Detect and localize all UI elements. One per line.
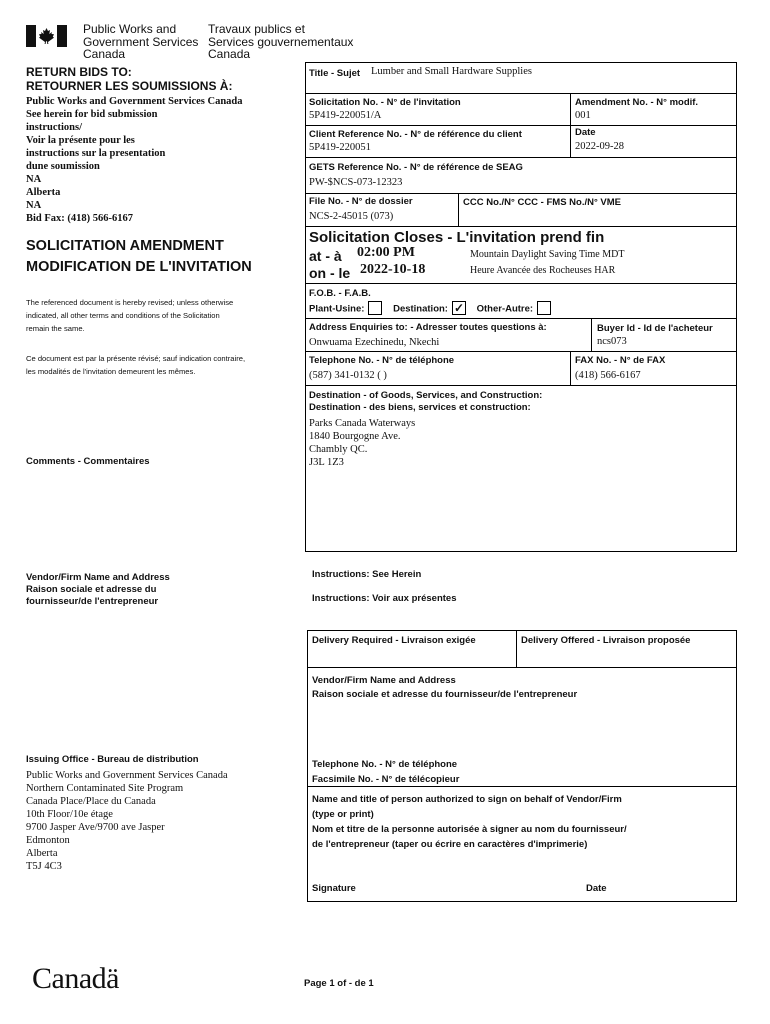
destination-goods-label-fr: Destination - des biens, services et construction: bbox=[309, 402, 531, 413]
return-bids-line: NA bbox=[26, 200, 42, 211]
vendor-telephone-label: Telephone No. - N° de téléphone bbox=[312, 759, 458, 770]
destination-label: Destination: bbox=[393, 303, 448, 315]
destination-line: J3L 1Z3 bbox=[309, 457, 344, 468]
timezone-fr: Heure Avancée des Rocheuses HAR bbox=[470, 265, 616, 276]
destination-goods-value bbox=[309, 417, 415, 469]
fax-value: (418) 566-6167 bbox=[575, 370, 641, 381]
title-label: Title - Sujet bbox=[309, 68, 361, 79]
note-line: The referenced document is hereby revised; unless otherwise bbox=[26, 298, 234, 307]
fob-label: F.O.B. - F.A.B. bbox=[309, 288, 371, 299]
vendor-label-line: fournisseur/de l'entrepreneur bbox=[26, 596, 159, 607]
gets-reference-label: GETS Reference No. - N° de référence de SEAG bbox=[309, 162, 523, 173]
return-bids-title-fr: RETOURNER LES SOUMISSIONS À: bbox=[26, 79, 233, 93]
issuing-line: Public Works and Government Services Canada bbox=[26, 770, 228, 781]
amendment-no-value: 001 bbox=[575, 110, 591, 121]
return-bids-line: instructions sur la presentation bbox=[26, 148, 166, 159]
telephone-value: (587) 341-0132 ( ) bbox=[309, 370, 387, 381]
date-label: Date bbox=[575, 127, 596, 138]
fob-options bbox=[309, 302, 559, 316]
at-label: at - à bbox=[309, 248, 342, 264]
timezone-en: Mountain Daylight Saving Time MDT bbox=[470, 249, 625, 260]
destination-goods-label-en: Destination - of Goods, Services, and Construction: bbox=[309, 390, 543, 401]
dept-en-line: Public Works and bbox=[83, 22, 177, 36]
delivery-required-label: Delivery Required - Livraison exigée bbox=[312, 635, 476, 646]
dept-en-line: Government Services bbox=[83, 34, 199, 49]
issuing-line: Northern Contaminated Site Program bbox=[26, 783, 184, 794]
page-number: Page 1 of - de 1 bbox=[304, 978, 374, 989]
authorized-line: de l'entrepreneur (taper ou écrire en caractères d'imprimerie) bbox=[312, 839, 588, 850]
note-line: remain the same. bbox=[26, 324, 85, 333]
issuing-line: T5J 4C3 bbox=[26, 861, 62, 872]
date-value: 2022-09-28 bbox=[575, 141, 624, 152]
vendor-label-line: Vendor/Firm Name and Address bbox=[26, 572, 170, 583]
client-reference-label: Client Reference No. - N° de référence du client bbox=[309, 129, 522, 140]
signature-label: Signature bbox=[312, 883, 356, 894]
return-bids-line: Alberta bbox=[26, 187, 61, 198]
comments-label: Comments - Commentaires bbox=[26, 456, 150, 467]
other-label: Other-Autre: bbox=[476, 303, 534, 315]
issuing-office-label: Issuing Office - Bureau de distribution bbox=[26, 754, 199, 765]
return-bids-line: See herein for bid submission bbox=[26, 109, 158, 120]
authorized-person-label bbox=[312, 792, 627, 852]
return-bids-title-en: RETURN BIDS TO: bbox=[26, 65, 132, 79]
vendor-label-line: Raison sociale et adresse du bbox=[26, 584, 157, 595]
canada-wordmark: Canadä bbox=[32, 962, 119, 995]
destination-line: Chambly QC. bbox=[309, 444, 368, 455]
amendment-title bbox=[26, 236, 252, 278]
amendment-title-fr: MODIFICATION DE L'INVITATION bbox=[26, 259, 252, 275]
vendor-firm-label bbox=[26, 572, 170, 608]
vendor-facsimile-label: Facsimile No. - N° de télécopieur bbox=[312, 774, 460, 785]
gets-reference-value: PW-$NCS-073-12323 bbox=[309, 177, 403, 188]
address-enquiries-value: Onwuama Ezechinedu, Nkechi bbox=[309, 337, 440, 348]
note-line: Ce document est par la présente révisé; sauf indication contraire, bbox=[26, 354, 246, 363]
destination-line: Parks Canada Waterways bbox=[309, 418, 416, 429]
other-checkbox[interactable] bbox=[537, 301, 551, 315]
fax-label: FAX No. - N° de FAX bbox=[575, 355, 666, 366]
closing-date-value: 2022-10-18 bbox=[360, 262, 426, 277]
return-bids-line: instructions/ bbox=[26, 122, 83, 133]
solicitation-no-value: 5P419-220051/A bbox=[309, 110, 382, 121]
department-name-fr bbox=[208, 23, 353, 61]
return-bids-address bbox=[26, 95, 243, 225]
address-enquiries-label: Address Enquiries to: - Adresser toutes questions à: bbox=[309, 322, 547, 333]
issuing-line: Canada Place/Place du Canada bbox=[26, 796, 156, 807]
issuing-line: Alberta bbox=[26, 848, 58, 859]
amendment-title-en: SOLICITATION AMENDMENT bbox=[26, 238, 224, 254]
return-bids-line: NA bbox=[26, 174, 42, 185]
issuing-line: 10th Floor/10e étage bbox=[26, 809, 113, 820]
destination-checkbox[interactable]: ✓ bbox=[453, 301, 464, 315]
canada-flag-icon bbox=[26, 25, 67, 47]
issuing-line: Edmonton bbox=[26, 835, 70, 846]
buyer-id-label: Buyer Id - Id de l'acheteur bbox=[597, 323, 713, 334]
dept-fr-line: Services gouvernementaux bbox=[208, 34, 354, 49]
plant-checkbox[interactable] bbox=[368, 301, 382, 315]
instructions-en: Instructions: See Herein bbox=[312, 569, 422, 580]
plant-label: Plant-Usine: bbox=[309, 303, 365, 315]
note-line: indicated, all other terms and conditions of the Solicitation bbox=[26, 311, 220, 320]
note-line: les modalités de l'invitation demeurent les mêmes. bbox=[26, 367, 196, 376]
ccc-no-label: CCC No./N° CCC - FMS No./N° VME bbox=[463, 197, 622, 208]
buyer-id-value: ncs073 bbox=[597, 336, 627, 347]
department-name-en bbox=[83, 23, 198, 61]
closing-time-value: 02:00 PM bbox=[357, 245, 415, 260]
delivery-offered-label: Delivery Offered - Livraison proposée bbox=[521, 635, 691, 646]
solicitation-closes-title: Solicitation Closes - L'invitation prend fin bbox=[309, 229, 605, 246]
return-bids-line: Public Works and Government Services Canada bbox=[26, 96, 243, 107]
destination-line: 1840 Bourgogne Ave. bbox=[309, 431, 401, 442]
dept-en-line: Canada bbox=[83, 47, 126, 61]
authorized-line: Name and title of person authorized to sign on behalf of Vendor/Firm bbox=[312, 794, 622, 805]
authorized-line: Nom et titre de la personne autorisée à signer au nom du fournisseur/ bbox=[312, 824, 627, 835]
destination-goods-label bbox=[309, 390, 542, 414]
signature-date-label: Date bbox=[586, 883, 607, 894]
vendor-address-label-en: Vendor/Firm Name and Address bbox=[312, 675, 456, 686]
issuing-office-address bbox=[26, 769, 228, 873]
vendor-address-label-fr: Raison sociale et adresse du fournisseur/de l'entrepreneur bbox=[312, 689, 578, 700]
amendment-note-fr bbox=[26, 352, 245, 378]
file-no-value: NCS-2-45015 (073) bbox=[309, 211, 394, 222]
client-reference-value: 5P419-220051 bbox=[309, 142, 371, 153]
file-no-label: File No. - N° de dossier bbox=[309, 196, 413, 207]
return-bids-line: Bid Fax: (418) 566-6167 bbox=[26, 213, 134, 224]
vendor-firm-address-label bbox=[312, 674, 577, 702]
solicitation-no-label: Solicitation No. - N° de l'invitation bbox=[309, 97, 461, 108]
return-bids-title bbox=[26, 65, 232, 93]
title-value: Lumber and Small Hardware Supplies bbox=[371, 66, 532, 77]
amendment-note-en bbox=[26, 296, 233, 335]
instructions-fr: Instructions: Voir aux présentes bbox=[312, 593, 457, 604]
issuing-line: 9700 Jasper Ave/9700 ave Jasper bbox=[26, 822, 165, 833]
authorized-line: (type or print) bbox=[312, 809, 374, 820]
on-label: on - le bbox=[309, 265, 351, 281]
telephone-label: Telephone No. - N° de téléphone bbox=[309, 355, 455, 366]
dept-fr-line: Canada bbox=[208, 47, 251, 61]
amendment-no-label: Amendment No. - N° modif. bbox=[575, 97, 699, 108]
return-bids-line: Voir la présente pour les bbox=[26, 135, 135, 146]
return-bids-line: dune soumission bbox=[26, 161, 100, 172]
dept-fr-line: Travaux publics et bbox=[208, 22, 305, 36]
